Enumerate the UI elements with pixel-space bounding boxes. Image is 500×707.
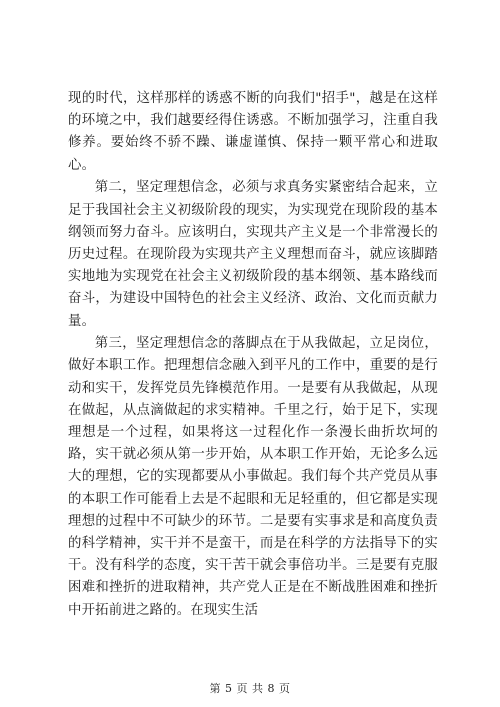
paragraph-third-point: 第三，坚定理想信念的落脚点在于从我做起，立足岗位，做好本职工作。把理想信念融入到平凡的工作中，重要的是行动和实干，发挥党员先锋模范作用。一是要有从我做起，从现在做起，从点滴做起的求实精神。千里之行，始于足下，实现理想是一个过程，如果将这一过程化作一条漫长曲折坎坷的路，实干就必须从第一步开始，从本职工作开始，无论多么远大的理想，它的实现都要从小事做起。我们每个共产党员从事的本职工作可能看上去是不起眼和无足轻重的，但它都是实现理想的过程中不可缺少的环节。二是要有实事求是和高度负责的科学精神，实干并不是蛮干，而是在科学的方法指导下的实干。没有科学的态度，实干苦干就会事倍功半。三是要有克服困难和挫折的进取精神，共产党人正是在不断战胜困难和挫折中开拓前进之路的。在现实生活 (68, 336, 438, 618)
document-body (68, 88, 438, 622)
page-number-footer: 第 5 页 共 8 页 (209, 682, 291, 695)
paragraph-continuation: 现的时代，这样那样的诱惑不断的向我们"招手"，越是在这样的环境之中，我们越要经得住诱惑。不断加强学习，注重自我修养。要始终不骄不躁、谦虚谨慎、保持一颗平常心和进取心。 (68, 91, 438, 173)
paragraph-second-point: 第二，坚定理想信念，必须与求真务实紧密结合起来，立足于我国社会主义初级阶段的现实，为实现党在现阶段的基本纲领而努力奋斗。应该明白，实现共产主义是一个非常漫长的历史过程。在现阶段为实现共产主义理想而奋斗，就应该脚踏实地地为实现党在社会主义初级阶段的基本纲领、基本路线而奋斗，为建设中国特色的社会主义经济、政治、文化而贡献力量。 (68, 180, 438, 329)
